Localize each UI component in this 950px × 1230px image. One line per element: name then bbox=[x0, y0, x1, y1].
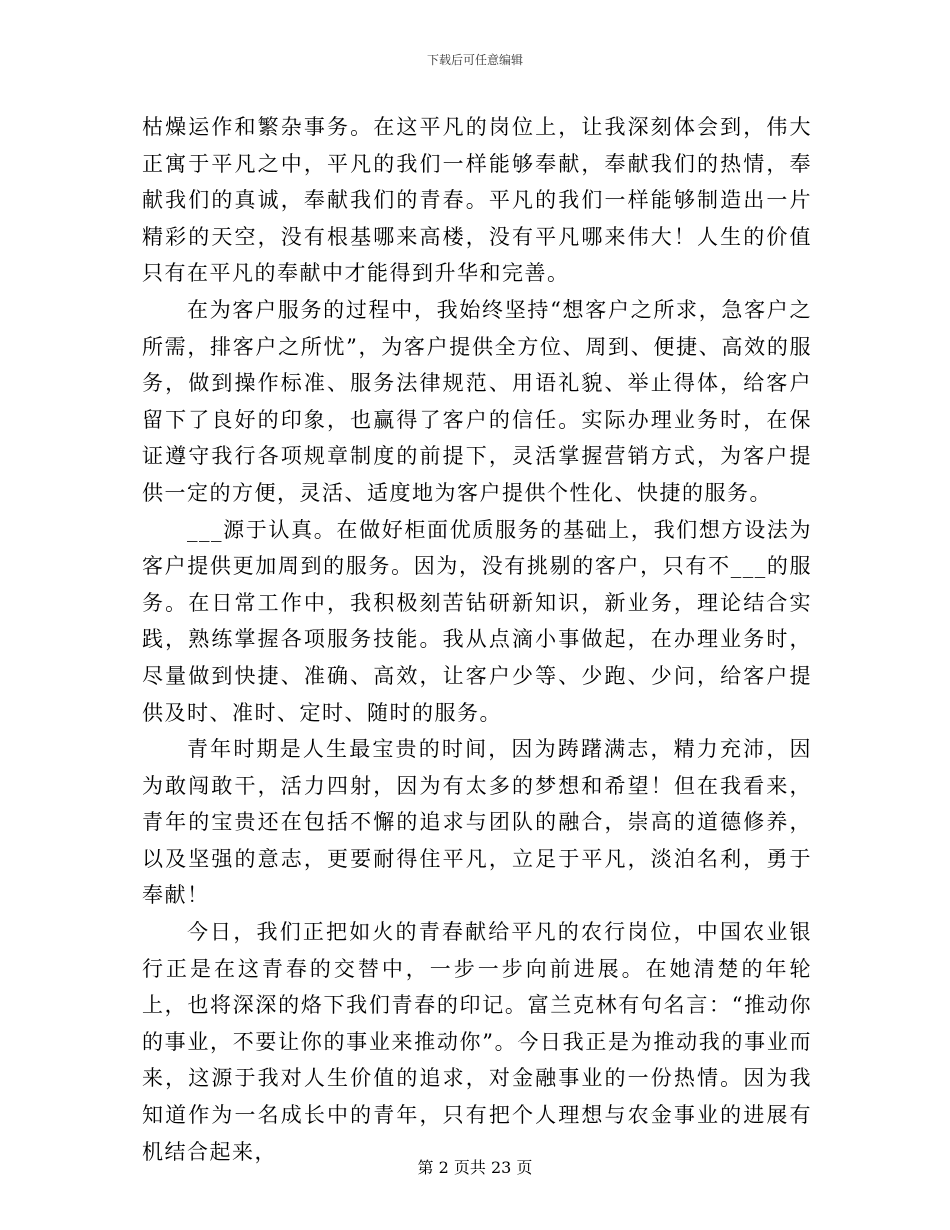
page-number-footer: 第 2 页共 23 页 bbox=[417, 1158, 533, 1177]
paragraph-2: 在为客户服务的过程中，我始终坚持“想客户之所求，急客户之所需，排客户之所忧”，为客户提供全方位、周到、便捷、高效的服务，做到操作标准、服务法律规范、用语礼貌、举止得体，给客户留下了良好的印象，也赢得了客户的信任。实际办理业务时，在保证遵守我行各项规章制度的前提下，灵活掌握营销方式，为客户提供一定的方便，灵活、适度地为客户提供个性化、快捷的服务。 bbox=[142, 297, 812, 505]
page-header: 下载后可任意编辑 bbox=[426, 53, 523, 67]
paragraph-5: 今日，我们正把如火的青春献给平凡的农行岗位，中国农业银行正是在这青春的交替中，一步一步向前进展。在她清楚的年轮上，也将深深的烙下我们青春的印记。富兰克林有句名言：“推动你的事业，不要让你的事业来推动你”。今日我正是为推动我的事业而来，这源于我对人生价值的追求，对金融事业的一份热情。因为我知道作为一名成长中的青年，只有把个人理想与农金事业的进展有机结合起来， bbox=[142, 920, 812, 1164]
paragraph-3: ___源于认真。在做好柜面优质服务的基础上，我们想方设法为客户提供更加周到的服务。因为，没有挑剔的客户，只有不___的服务。在日常工作中，我积极刻苦钻研新知识，新业务，理论结合实践，熟练掌握各项服务技能。我从点滴小事做起，在办理业务时，尽量做到快捷、准确、高效，让客户少等、少跑、少问，给客户提供及时、准时、定时、随时的服务。 bbox=[142, 517, 812, 725]
document-body bbox=[142, 109, 812, 1170]
paragraph-4: 青年时期是人生最宝贵的时间，因为踌躇满志，精力充沛，因为敢闯敢干，活力四射，因为有太多的梦想和希望！但在我看来，青年的宝贵还在包括不懈的追求与团队的融合，崇高的道德修养，以及坚强的意志，更要耐得住平凡，立足于平凡，淡泊名利，勇于奉献！ bbox=[142, 737, 812, 908]
paragraph-1: 枯燥运作和繁杂事务。在这平凡的岗位上，让我深刻体会到，伟大正寓于平凡之中，平凡的我们一样能够奉献，奉献我们的热情，奉献我们的真诚，奉献我们的青春。平凡的我们一样能够制造出一片精彩的天空，没有根基哪来高楼，没有平凡哪来伟大！人生的价值只有在平凡的奉献中才能得到升华和完善。 bbox=[142, 115, 812, 286]
